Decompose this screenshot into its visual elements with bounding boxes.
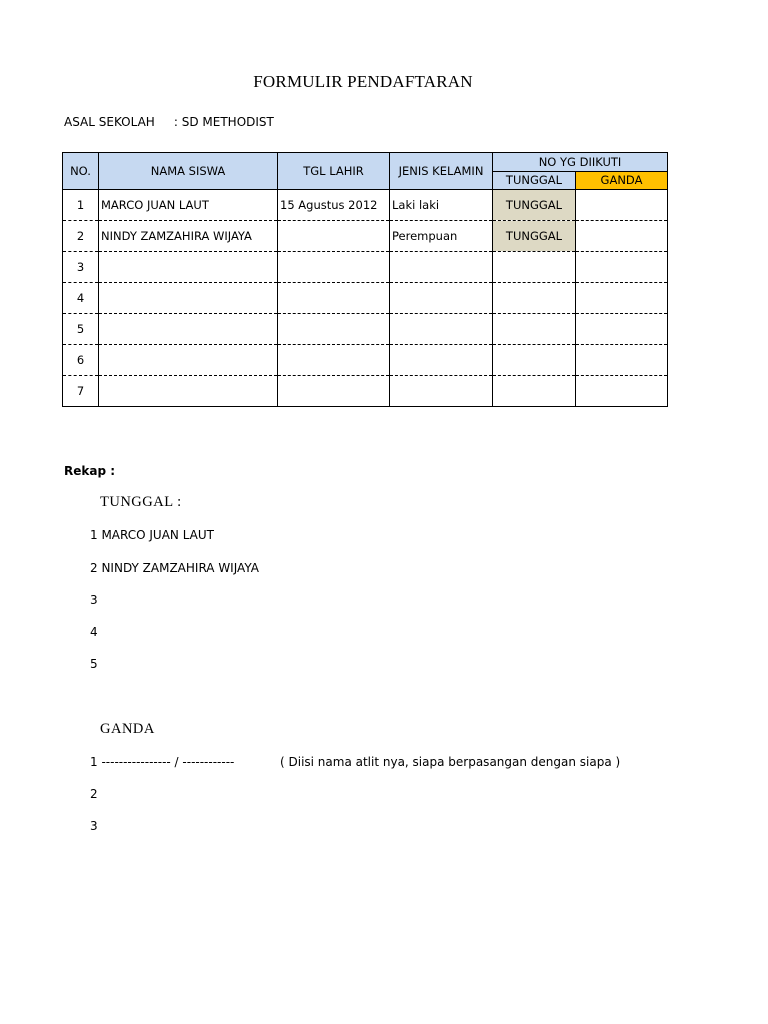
cell-tgl-lahir[interactable]: [278, 283, 390, 314]
cell-no: 5: [63, 314, 99, 345]
table-row: [63, 376, 668, 407]
cell-ganda[interactable]: [576, 345, 668, 376]
header-tgl-lahir: TGL LAHIR: [278, 153, 390, 190]
cell-tgl-lahir[interactable]: [278, 376, 390, 407]
cell-tgl-lahir[interactable]: [278, 252, 390, 283]
tunggal-list-item: 4: [90, 625, 98, 639]
ganda-list-item: 3: [90, 819, 98, 833]
cell-ganda[interactable]: [576, 252, 668, 283]
table-row: [63, 190, 668, 221]
cell-jenis-kelamin[interactable]: Laki laki: [390, 190, 493, 221]
cell-nama-siswa[interactable]: [99, 376, 278, 407]
table-row: [63, 345, 668, 376]
cell-nama-siswa[interactable]: NINDY ZAMZAHIRA WIJAYA: [99, 221, 278, 252]
cell-tunggal[interactable]: TUNGGAL: [493, 190, 576, 221]
school-value: : SD METHODIST: [173, 115, 274, 129]
cell-no: 1: [63, 190, 99, 221]
cell-nama-siswa[interactable]: [99, 283, 278, 314]
cell-no: 4: [63, 283, 99, 314]
cell-tgl-lahir[interactable]: [278, 345, 390, 376]
cell-tgl-lahir[interactable]: [278, 221, 390, 252]
cell-ganda[interactable]: [576, 376, 668, 407]
header-ganda: GANDA: [576, 171, 668, 190]
header-no: NO.: [63, 153, 99, 190]
cell-jenis-kelamin[interactable]: [390, 376, 493, 407]
ganda-note: ( Diisi nama atlit nya, siapa berpasangan dengan siapa ): [280, 755, 621, 769]
cell-ganda[interactable]: [576, 190, 668, 221]
cell-tunggal[interactable]: [493, 283, 576, 314]
cell-no: 3: [63, 252, 99, 283]
cell-nama-siswa[interactable]: [99, 252, 278, 283]
table-row: [63, 283, 668, 314]
form-title: FORMULIR PENDAFTARAN: [253, 72, 473, 91]
cell-tunggal[interactable]: TUNGGAL: [493, 221, 576, 252]
tunggal-list-item: 1 MARCO JUAN LAUT: [90, 528, 214, 542]
cell-ganda[interactable]: [576, 314, 668, 345]
cell-tgl-lahir[interactable]: [278, 314, 390, 345]
tunggal-list-item: 3: [90, 593, 98, 607]
cell-no: 7: [63, 376, 99, 407]
table-row: [63, 314, 668, 345]
header-tunggal: TUNGGAL: [493, 171, 576, 190]
cell-nama-siswa[interactable]: [99, 345, 278, 376]
cell-nama-siswa[interactable]: MARCO JUAN LAUT: [99, 190, 278, 221]
cell-jenis-kelamin[interactable]: [390, 252, 493, 283]
tunggal-list-item: 5: [90, 657, 98, 671]
cell-ganda[interactable]: [576, 283, 668, 314]
header-no-yg-diikuti: NO YG DIIKUTI: [493, 153, 668, 172]
tunggal-section-title: TUNGGAL :: [100, 494, 182, 510]
cell-no: 2: [63, 221, 99, 252]
ganda-section-title: GANDA: [100, 721, 155, 737]
header-nama-siswa: NAMA SISWA: [99, 153, 278, 190]
cell-tgl-lahir[interactable]: 15 Agustus 2012: [278, 190, 390, 221]
registration-table: [62, 152, 668, 407]
cell-jenis-kelamin[interactable]: [390, 283, 493, 314]
cell-ganda[interactable]: [576, 221, 668, 252]
cell-tunggal[interactable]: [493, 314, 576, 345]
ganda-list-item: 2: [90, 787, 98, 801]
school-label: ASAL SEKOLAH: [64, 115, 155, 129]
tunggal-list-item: 2 NINDY ZAMZAHIRA WIJAYA: [90, 561, 259, 575]
ganda-list-item: 1 ---------------- / ------------: [90, 755, 235, 769]
cell-jenis-kelamin[interactable]: [390, 314, 493, 345]
table-row: [63, 252, 668, 283]
header-jenis-kelamin: JENIS KELAMIN: [390, 153, 493, 190]
table-row: [63, 221, 668, 252]
school-line: [64, 115, 274, 129]
cell-no: 6: [63, 345, 99, 376]
cell-tunggal[interactable]: [493, 345, 576, 376]
cell-jenis-kelamin[interactable]: [390, 345, 493, 376]
cell-tunggal[interactable]: [493, 252, 576, 283]
cell-tunggal[interactable]: [493, 376, 576, 407]
cell-nama-siswa[interactable]: [99, 314, 278, 345]
cell-jenis-kelamin[interactable]: Perempuan: [390, 221, 493, 252]
rekap-label: Rekap :: [64, 464, 116, 478]
